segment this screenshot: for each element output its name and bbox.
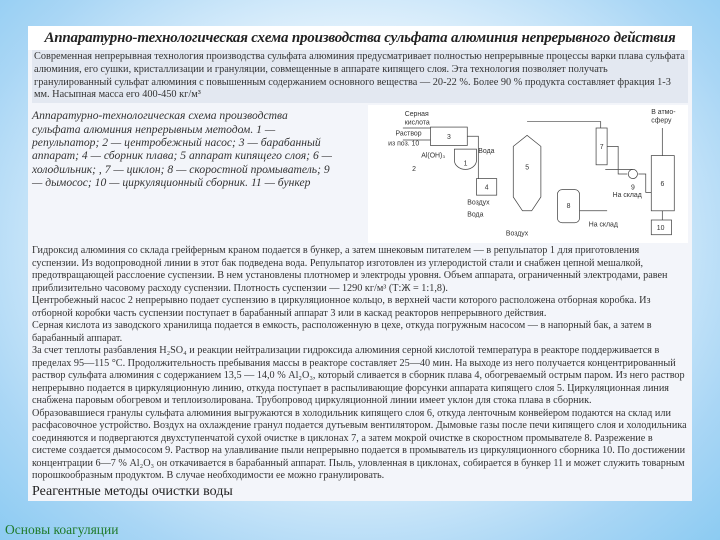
body-text [32,245,688,483]
num-6: 6 [660,181,665,189]
num-4: 4 [484,184,489,192]
label-acid: Серная [404,111,429,119]
num-8: 8 [566,203,571,211]
document-panel [28,26,692,501]
paragraph: Центробежный насос 2 непрерывно подает суспензию в циркуляционное кольцо, в верхней части которого расположена отборная коробка. Из отборной коробки часть суспензии поступает в барабанный аппарат 3 или в каскад реакторов непрерывного действия. [32,295,651,319]
document-title: Аппаратурно-технологическая схема производства сульфата алюминия непрерывного действия [28,26,692,50]
label-water2: Вода [467,211,484,219]
label-atm2: сферу [651,117,672,125]
label-store2: На склад [588,221,618,229]
slide-title: Реагентные методы очистки воды [32,483,233,499]
label-water: Вода [478,148,495,156]
figure-row [32,105,688,243]
label-air2: Воздух [505,230,529,238]
num-10: 10 [656,225,665,233]
figure-caption: Аппаратурно-технологическая схема производства сульфата алюминия непрерывным методом. 1 — репульпатор; 2 — центробежный насос; 3 — барабанный аппарат; 4 — сборник плава; 5 аппарат кипящего слоя; 6 — холодильник; , 7 — циклон; 8 — скоростной промыватель; 9 — дымосос; 10 — циркуляционный сборник. 11 — бункер [32,109,332,190]
num-5: 5 [525,164,530,172]
process-diagram [368,105,688,243]
num-9: 9 [631,184,635,192]
label-acid2: кислота [404,119,430,127]
num-2: 2 [412,166,416,174]
paragraph: За счет теплоты разбавления H₂SO₄ и реакции нейтрализации гидроксида алюминия серной кислотой температура в реакторе поддерживается в пределах 95—115 °С. Продолжительность пребывания массы в реакторе составляет 25—40 мин. На выходе из него получается концентрированный раствор сульфата алюминия с содержанием 13,5 — 14,0 % Al₂O₃, который сливается в сборник плава 4, обогреваемый острым паром. Из него раствор непрерывно подается в циркуляционную линию, откуда поступает в распыливающие форсунки аппарата кипящего слоя 5. Циркуляционная линия снабжена паровым обогревом и теплоизолирована. Трубопровод циркуляционной линии имеет уклон для стока плава в сборник. [32,345,685,407]
intro-paragraph: Современная непрерывная технология производства сульфата алюминия предусматривает полностью непрерывные процессы варки плава сульфата алюминия, его сушки, кристаллизации и грануляции, совмещенные в аппарате кипящего слоя. Эта технология позволяет получать гранулированный сульфат алюминия с повышенным содержанием основного вещества — 20-22 %. Более 90 % продукта составляет фракция 1-3 мм. Насыпная масса его 400-450 кг/м³ [32,50,688,103]
label-solution: Раствор [395,130,422,138]
label-solution2: из поз. 10 [388,140,420,148]
paragraph: Образовавшиеся гранулы сульфата алюминия выгружаются в холодильник кипящего слоя 6, откуда ленточным конвейером подаются на склад или расфасовочное устройство. Воздух на охлаждение гранул подается дутьевым вентилятором. Дымовые газы после печи кипящего слоя и холодильника соединяются и подвергаются двухступенчатой сухой очистке в циклонах 7, а затем мокрой очистке в скоростном промывателе 8. Разрежение в системе создается дымососом 9. Раствор на улавливание пыли непрерывно подается в промыватель из циркуляционного сборника 10. По достижении концентрации 6—7 % Al₂O₃ он откачивается в барабанный аппарат. Пыль, уловленная в циклонах, собирается в бункер 11 и может служить товарным порошкообразным продуктом. В случае необходимости ее можно гранулировать. [32,407,687,482]
label-aloh: Al(OH)₃ [421,152,446,160]
num-7: 7 [599,144,604,152]
num-3: 3 [447,134,451,142]
label-atm: В атмо- [651,109,676,117]
paragraph: Гидроксид алюминия со склада грейферным краном подается в бункер, а затем шнековым питателем — в репульпатор 1 для приготовления суспензии. Из водопроводной линии в этот бак подведена вода. Репульпатор изготовлен из углеродистой стали и снабжен цепной мешалкой, предотвращающей расслоение суспензии. В нем установлены плотномер и электроды уровня. Объем аппарата, ограниченный электродами, равен приблизительно часовому расходу суспензии. Плотность суспензии — 1290 кг/м³ (Т:Ж = 1:1,8). [32,245,668,294]
num-1: 1 [463,160,468,168]
section-label: Основы коагуляции [5,522,119,537]
label-store: На склад [612,192,642,200]
paragraph: Серная кислота из заводского хранилища подается в емкость, расположенную в цехе, откуда погружным насосом — в напорный бак, а затем в барабанный аппарат. [32,320,652,344]
label-air: Воздух [467,199,490,207]
